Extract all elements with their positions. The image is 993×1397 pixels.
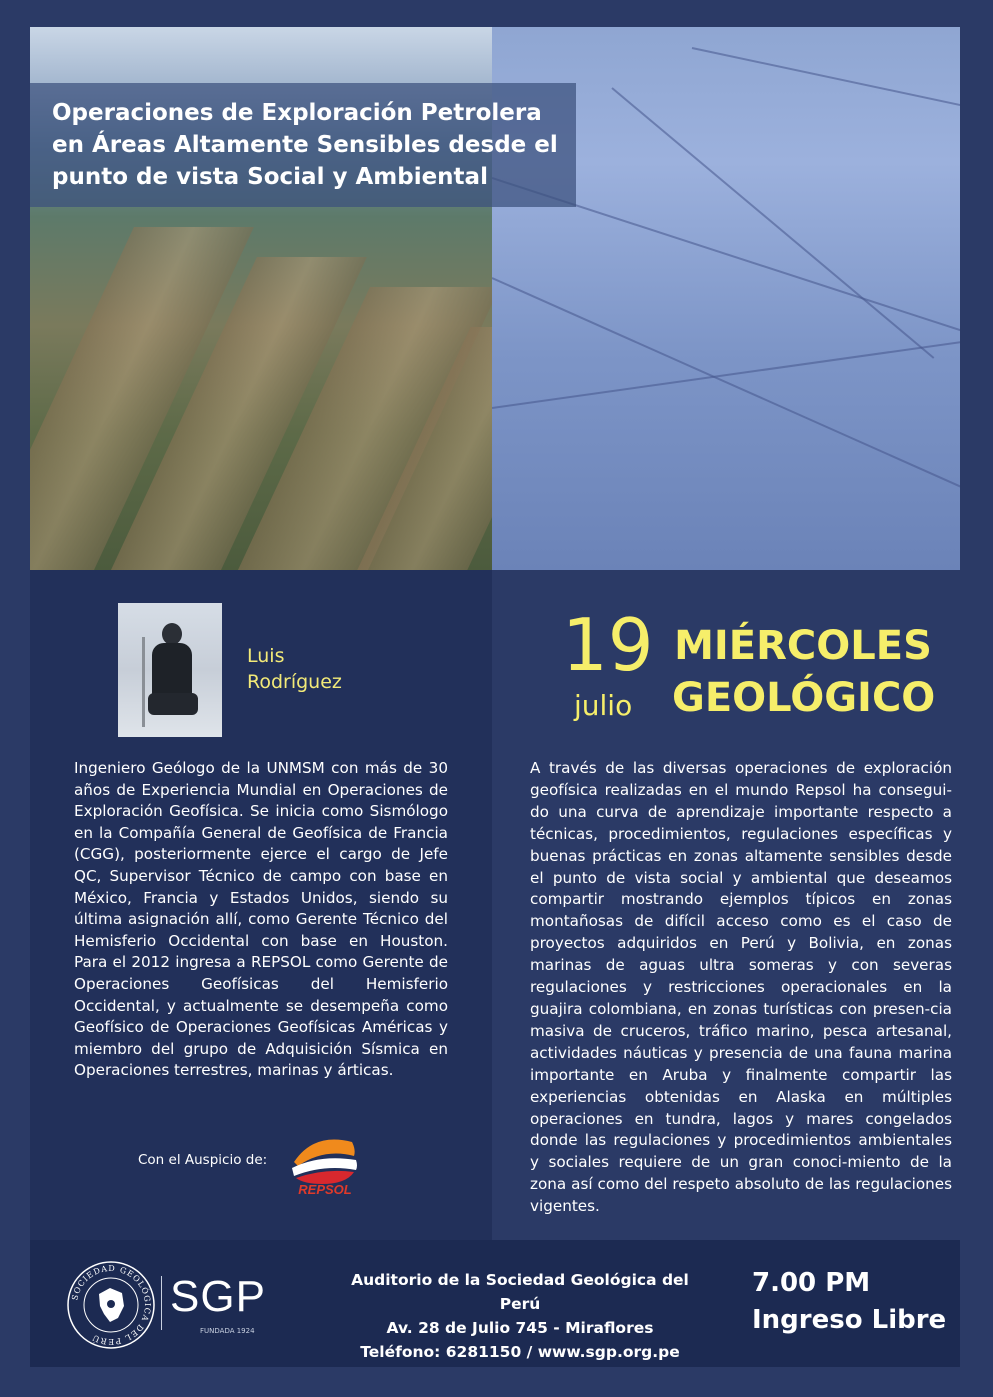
event-name-line1: MIÉRCOLES (674, 623, 932, 669)
event-day: 19 (562, 603, 654, 687)
event-name-line2: GEOLÓGICO (672, 675, 936, 721)
event-title: Operaciones de Exploración Petrolera en Áreas Altamente Sensibles desde el punto de vista Social y Ambiental (52, 100, 558, 190)
logo-divider (161, 1276, 162, 1330)
event-admission: Ingreso Libre (752, 1305, 947, 1335)
venue-address (340, 1268, 700, 1364)
svg-text:SOCIEDAD GEOLÓGICA DEL PERÚ: SOCIEDAD GEOLÓGICA DEL PERÚ (70, 1263, 153, 1347)
sgp-seal-icon (66, 1260, 156, 1350)
repsol-logo (284, 1128, 366, 1198)
speaker-last-name: Rodríguez (247, 671, 342, 693)
speaker-photo (118, 603, 222, 737)
talk-abstract: A través de las diversas operaciones de exploración geofísica realizadas en el mundo Repsol ha consegui-do una curva de aprendizaje importante respecto a técnicas, procedimientos, regulaciones específicas y buenas prácticas en zonas altamente sensibles desde el punto de vista social y ambiental que deseamos compartir mostrando ejemplos típicos en zonas montañosas de difícil acceso como es el caso de proyectos adquiridos en Perú y Bolivia, en zonas marinas de aguas ultra someras y con severas regulaciones y restricciones operacionales en la guajira colombiana, en zonas turísticas con presen-cia masiva de cruceros, tráfico marino, pesca artesanal, actividades náuticas y presencia de una fauna marina importante en Aruba y finalmente compartir las experiencias obtenidas en Alaska en múltiples operaciones en tundra, lagos y mares congelados donde las regulaciones y procedimientos ambientales y sociales requiere de un gran conoci-miento de la zona así como del respeto absoluto de las regulaciones vigentes. (530, 759, 952, 1216)
event-series-name (672, 620, 934, 724)
venue-name: Auditorio de la Sociedad Geológica del Perú (351, 1271, 689, 1313)
speaker-bio: Ingeniero Geólogo de la UNMSM con más de 30 años de Experiencia Mundial en Operaciones de Exploración Geofísica. Se inicia como Sismólogo en la Compañía General de Geofísica de Francia (CGG), posteriormente ejerce el cargo de Jefe QC, Supervisor Técnico de campo con base en México, Francia y Estados Unidos, siendo su última asignación allí, como Gerente Técnico del Hemisferio Occidental con base en Houston. Para el 2012 ingresa a REPSOL como Gerente de Operaciones Geofísicas del Hemisferio Occidental, y actualmente se desempeña como Geofísico de Operaciones Geofísicas Américas y miembro del grupo de Adquisición Sísmica en Operaciones terrestres, marinas y árticas. (74, 759, 448, 1080)
sgp-wordmark: SGP (170, 1272, 266, 1321)
title-banner (30, 83, 576, 207)
venue-contact: Teléfono: 6281150 / www.sgp.org.pe (360, 1343, 680, 1361)
speaker-name (247, 643, 342, 695)
venue-street: Av. 28 de Julio 745 - Miraflores (386, 1319, 654, 1337)
repsol-wordmark: REPSOL (298, 1182, 352, 1197)
event-month: julio (574, 689, 633, 722)
speaker-first-name: Luis (247, 645, 285, 667)
event-time: 7.00 PM (752, 1268, 871, 1298)
event-time-info (752, 1265, 946, 1339)
sgp-founded: FUNDADA 1924 (200, 1327, 255, 1335)
sponsor-label: Con el Auspicio de: (138, 1152, 268, 1168)
